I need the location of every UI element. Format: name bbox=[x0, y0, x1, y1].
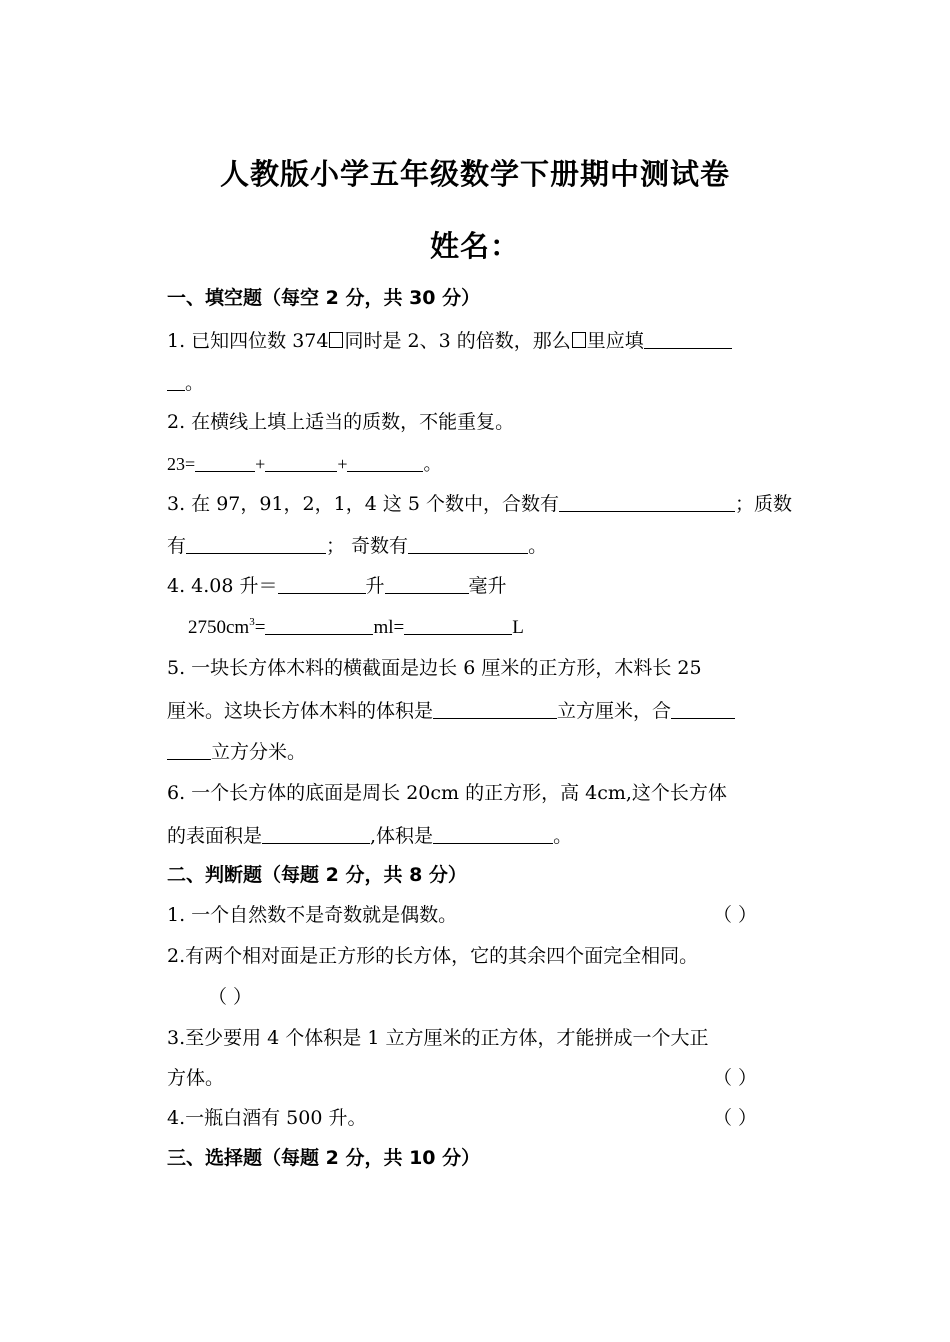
q5-line3: 立方分米。 bbox=[167, 742, 306, 762]
q5-line1: 5. 一块长方体木料的横截面是边长 6 厘米的正方形，木料长 25 bbox=[167, 657, 702, 679]
judge-q1: 1. 一个自然数不是奇数就是偶数。 bbox=[167, 904, 458, 926]
judge-q4: 4.一瓶白酒有 500 升。 bbox=[167, 1107, 367, 1129]
digit-box bbox=[329, 332, 343, 348]
answer-blank[interactable] bbox=[167, 742, 211, 760]
judge-q3-line2: 方体。 bbox=[167, 1067, 225, 1089]
answer-blank[interactable] bbox=[404, 617, 512, 635]
judge-q3-answer[interactable]: （ ） bbox=[713, 1067, 758, 1089]
judge-q2: 2.有两个相对面是正方形的长方体，它的其余四个面完全相同。 bbox=[167, 945, 699, 967]
answer-blank[interactable] bbox=[195, 454, 255, 472]
judge-q3-line1: 3.至少要用 4 个体积是 1 立方厘米的正方体，才能拼成一个大正 bbox=[167, 1027, 709, 1049]
q2-line2: 23= + + 。 bbox=[167, 454, 442, 474]
answer-blank[interactable] bbox=[262, 826, 370, 844]
q5-line2: 厘米。这块长方体木料的体积是 立方厘米，合 bbox=[167, 701, 735, 721]
answer-blank[interactable] bbox=[433, 826, 553, 844]
answer-blank[interactable] bbox=[644, 331, 732, 349]
answer-blank[interactable] bbox=[433, 701, 557, 719]
answer-blank[interactable] bbox=[278, 576, 366, 594]
q3-line1: 3. 在 97，91，2，1，4 这 5 个数中，合数有 ；质数 bbox=[167, 493, 793, 515]
judge-q1-answer[interactable]: （ ） bbox=[713, 904, 758, 926]
section1-heading: 一、填空题（每空 2 分，共 30 分） bbox=[167, 287, 481, 309]
q2-line1: 2. 在横线上填上适当的质数，不能重复。 bbox=[167, 411, 515, 433]
section2-heading: 二、判断题（每题 2 分，共 8 分） bbox=[167, 864, 467, 886]
answer-blank[interactable] bbox=[186, 536, 326, 554]
judge-q4-answer[interactable]: （ ） bbox=[713, 1107, 758, 1129]
section3-heading: 三、选择题（每题 2 分，共 10 分） bbox=[167, 1147, 481, 1169]
answer-blank[interactable] bbox=[559, 494, 735, 512]
q1-line2: 。 bbox=[167, 373, 204, 393]
name-label: 姓名： bbox=[429, 229, 520, 263]
q4-line1: 4. 4.08 升＝ 升 毫升 bbox=[167, 575, 507, 597]
answer-blank[interactable] bbox=[265, 454, 337, 472]
digit-box bbox=[572, 332, 586, 348]
q6-line1: 6. 一个长方体的底面是周长 20cm 的正方形，高 4cm,这个长方体 bbox=[167, 782, 727, 804]
q6-line2: 的表面积是 ,体积是 。 bbox=[167, 825, 573, 847]
answer-blank[interactable] bbox=[671, 701, 735, 719]
q3-line2: 有 ； 奇数有 。 bbox=[167, 535, 548, 557]
exam-title: 人教版小学五年级数学下册期中测试卷 bbox=[219, 157, 730, 191]
answer-blank[interactable] bbox=[408, 536, 528, 554]
judge-q2-answer[interactable]: （ ） bbox=[208, 986, 253, 1008]
answer-blank[interactable] bbox=[265, 617, 373, 635]
answer-blank[interactable] bbox=[347, 454, 423, 472]
answer-blank[interactable] bbox=[167, 373, 185, 391]
q4-line2: $2750cm^3= ml= L$ bbox=[188, 616, 524, 638]
answer-blank[interactable] bbox=[385, 576, 469, 594]
q1-line1: 1. 已知四位数 374 同时是 2、3 的倍数，那么 里应填 bbox=[167, 331, 732, 351]
